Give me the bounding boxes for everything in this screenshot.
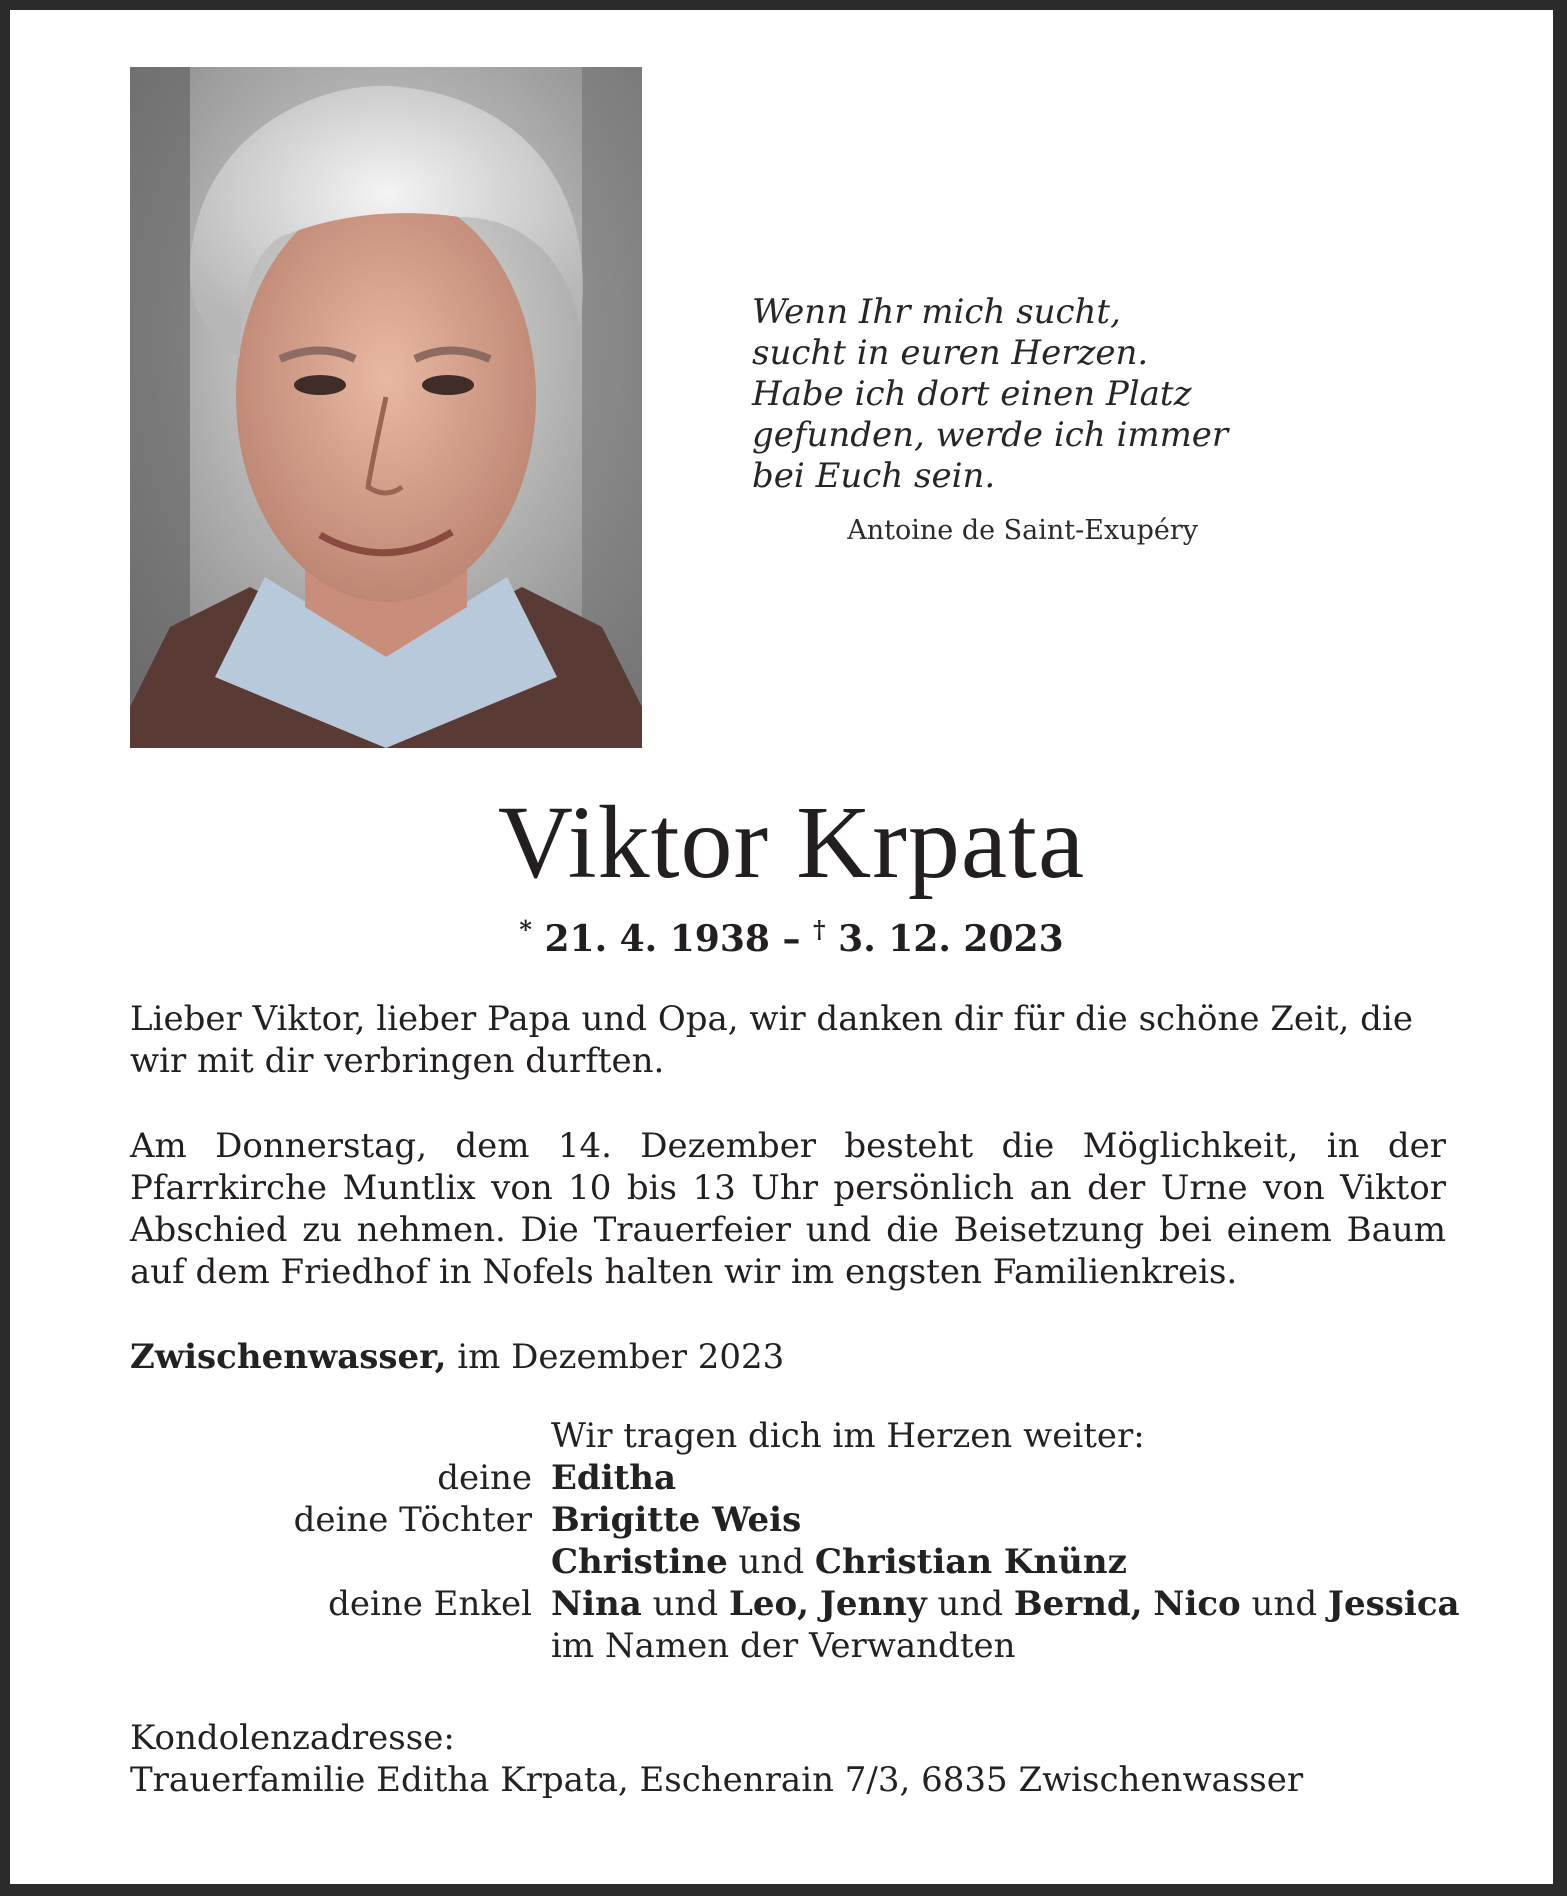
funeral-info-paragraph: Am Donnerstag, dem 14. Dezember besteht die Möglichkeit, in der Pfarrkirche Muntlix von 10 bis 13 Uhr persönlich an der Urne von Viktor Abschied zu nehmen. Die Trauerfeier und die Beisetzung bei einem Baum auf dem Friedhof in Nofels halten wir im engsten Familienkreis. [130, 1126, 1446, 1292]
family-connector: und [652, 1584, 719, 1624]
family-list [130, 1415, 1460, 1667]
family-label: deine Enkel [328, 1584, 532, 1624]
condolence-block [130, 1717, 1446, 1801]
family-member: Christian Knünz [814, 1542, 1127, 1582]
family-label: deine Töchter [293, 1500, 532, 1540]
memorial-quote [752, 292, 1272, 497]
family-connector: und [738, 1542, 805, 1582]
place-and-date [130, 1336, 784, 1378]
family-member: Nico [1153, 1584, 1241, 1624]
family-row [130, 1499, 1446, 1541]
death-date: 3. 12. 2023 [838, 918, 1064, 960]
family-row [130, 1583, 1460, 1625]
quote-line: Wenn Ihr mich sucht, [752, 292, 1121, 332]
family-member: Jessica [1327, 1584, 1460, 1624]
family-member: Bernd, [1013, 1584, 1143, 1624]
place-date: im Dezember 2023 [457, 1337, 785, 1377]
quote-line: gefunden, werde ich immer [752, 415, 1229, 455]
obituary-page [10, 10, 1553, 1884]
family-intro: Wir tragen dich im Herzen weiter: [551, 1416, 1145, 1456]
life-dates [10, 915, 1567, 960]
family-intro-row [130, 1415, 1446, 1457]
family-connector: und [937, 1584, 1004, 1624]
family-member: Editha [551, 1458, 677, 1498]
quote-line: Habe ich dort einen Platz [752, 374, 1192, 414]
portrait-photo [130, 67, 642, 748]
family-row [130, 1541, 1446, 1583]
quote-line: sucht in euren Herzen. [752, 333, 1149, 373]
quote-author: Antoine de Saint-Exupéry [847, 515, 1198, 546]
family-connector: und [1251, 1584, 1318, 1624]
birth-date: 21. 4. 1938 [544, 918, 770, 960]
condolence-address: Trauerfamilie Editha Krpata, Eschenrain 7/3, 6835 Zwischenwasser [130, 1760, 1304, 1800]
date-separator: – [782, 918, 801, 960]
farewell-paragraph: Lieber Viktor, lieber Papa und Opa, wir danken dir für die schöne Zeit, die wir mit dir verbringen durften. [130, 999, 1413, 1081]
family-row [130, 1625, 1446, 1667]
deceased-name: Viktor Krpata [497, 785, 1086, 900]
family-row [130, 1457, 1446, 1499]
family-member: Brigitte Weis [551, 1500, 802, 1540]
birth-symbol: * [519, 915, 532, 944]
family-label: deine [437, 1458, 532, 1498]
death-symbol: † [813, 915, 826, 944]
quote-line: bei Euch sein. [752, 456, 996, 496]
condolence-label: Kondolenzadresse: [130, 1718, 455, 1758]
family-member: Leo, [728, 1584, 809, 1624]
family-member: Christine [551, 1542, 728, 1582]
relatives-note: im Namen der Verwandten [551, 1626, 1016, 1666]
portrait-image [130, 67, 642, 748]
family-member: Nina [551, 1584, 642, 1624]
place-town: Zwischenwasser, [130, 1337, 447, 1377]
family-member: Jenny [819, 1584, 927, 1624]
